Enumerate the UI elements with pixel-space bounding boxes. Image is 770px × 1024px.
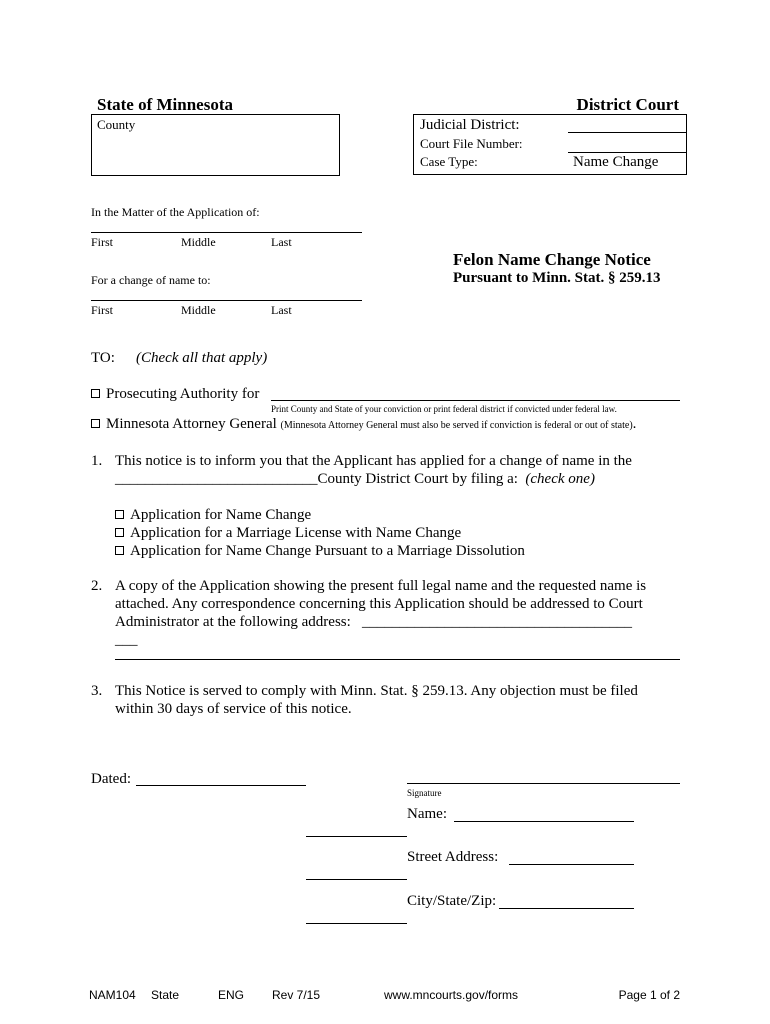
item2-line3-text: Administrator at the following address: — [115, 614, 351, 630]
attorney-general-period: . — [632, 416, 637, 432]
state-heading: State of Minnesota — [97, 95, 233, 114]
option-1-checkbox[interactable] — [115, 510, 124, 519]
item1-number: 1. — [91, 453, 103, 469]
option-3 — [115, 542, 525, 560]
footer-rev: Rev 7/15 — [272, 988, 321, 1002]
footer-code: NAM104 — [89, 988, 136, 1002]
item3-line2: within 30 days of service of this notice. — [115, 701, 352, 717]
name-field-cont[interactable] — [306, 836, 407, 837]
prosecuting-checkbox[interactable] — [91, 389, 100, 398]
judicial-district-label: Judicial District: — [420, 117, 520, 133]
address-line-2[interactable] — [115, 659, 680, 660]
attorney-general-checkbox[interactable] — [91, 419, 100, 428]
footer-lang: ENG — [218, 988, 245, 1002]
item2-line1: A copy of the Application showing the present full legal name and the requested name is — [115, 578, 647, 594]
middle-label-2: Middle — [181, 303, 216, 317]
prosecuting-row — [91, 386, 259, 403]
court-file-number-label: Court File Number: — [420, 136, 523, 151]
signature-field[interactable] — [407, 783, 680, 784]
to-label: TO: — [91, 350, 115, 366]
signature-label: Signature — [407, 788, 442, 798]
footer-page: Page 1 of 2 — [618, 988, 680, 1002]
case-type-label: Case Type: — [420, 154, 478, 169]
city-field[interactable] — [499, 908, 634, 909]
dated-field[interactable] — [136, 785, 306, 786]
change-to-label: For a change of name to: — [91, 273, 211, 287]
attorney-general-label: Minnesota Attorney General — [106, 416, 277, 432]
name-label: Name: — [407, 806, 447, 822]
first-label-2: First — [91, 303, 114, 317]
footer-url[interactable]: www.mncourts.gov/forms — [384, 988, 519, 1002]
check-all-instruction: (Check all that apply) — [136, 350, 268, 366]
attorney-general-row — [91, 416, 636, 433]
option-3-label: Application for Name Change Pursuant to a Marriage Dissolution — [130, 543, 525, 559]
dated-label: Dated: — [91, 771, 131, 787]
first-label: First — [91, 235, 114, 249]
prosecuting-hint: Print County and State of your conviction or print federal district if convicted under federal law. — [271, 404, 617, 414]
county-label: County — [97, 117, 136, 132]
court-heading: District Court — [576, 95, 679, 114]
prosecuting-field[interactable] — [271, 400, 680, 401]
middle-label: Middle — [181, 235, 216, 249]
attorney-general-note: (Minnesota Attorney General must also be served if conviction is federal or out of state) — [280, 420, 633, 431]
street-label: Street Address: — [407, 849, 499, 865]
footer-state: State — [151, 988, 180, 1002]
form-title: Felon Name Change Notice — [453, 250, 651, 269]
applicant-name-field[interactable] — [91, 232, 362, 233]
option-1 — [115, 506, 311, 524]
option-3-checkbox[interactable] — [115, 546, 124, 555]
name-field[interactable] — [454, 821, 634, 822]
county-box[interactable] — [91, 114, 340, 176]
matter-intro: In the Matter of the Application of: — [91, 205, 260, 219]
item1-county-blank[interactable]: ___________________________ — [115, 471, 318, 487]
case-info-box — [413, 114, 687, 175]
item2-line4: ___ — [115, 632, 138, 648]
option-2 — [115, 524, 461, 542]
item2-line3 — [115, 613, 632, 631]
item3-line1: This Notice is served to comply with Minn. Stat. § 259.13. Any objection must be filed — [115, 683, 638, 699]
item1-line2-text: County District Court by filing a: — [317, 471, 518, 487]
case-type-value: Name Change — [573, 154, 659, 170]
court-file-number-field[interactable] — [568, 152, 687, 153]
city-field-cont[interactable] — [306, 923, 407, 924]
prosecuting-label: Prosecuting Authority for — [106, 386, 260, 402]
last-label: Last — [271, 235, 292, 249]
address-blank[interactable]: ____________________________________ — [362, 614, 633, 630]
option-2-checkbox[interactable] — [115, 528, 124, 537]
option-1-label: Application for Name Change — [130, 507, 312, 523]
street-field-cont[interactable] — [306, 879, 407, 880]
item3-number: 3. — [91, 683, 103, 699]
item1-check-one: (check one) — [525, 471, 595, 487]
item2-number: 2. — [91, 578, 103, 594]
item2-line2: attached. Any correspondence concerning this Application should be addressed to Court — [115, 596, 643, 612]
street-field[interactable] — [509, 864, 634, 865]
new-name-field[interactable] — [91, 300, 362, 301]
form-subtitle: Pursuant to Minn. Stat. § 259.13 — [453, 270, 661, 286]
item1-text: This notice is to inform you that the Applicant has applied for a change of name in the — [115, 453, 632, 469]
judicial-district-field[interactable] — [568, 132, 687, 133]
last-label-2: Last — [271, 303, 292, 317]
city-label: City/State/Zip: — [407, 893, 497, 909]
option-2-label: Application for a Marriage License with Name Change — [130, 525, 462, 541]
item1-line2 — [115, 470, 595, 488]
